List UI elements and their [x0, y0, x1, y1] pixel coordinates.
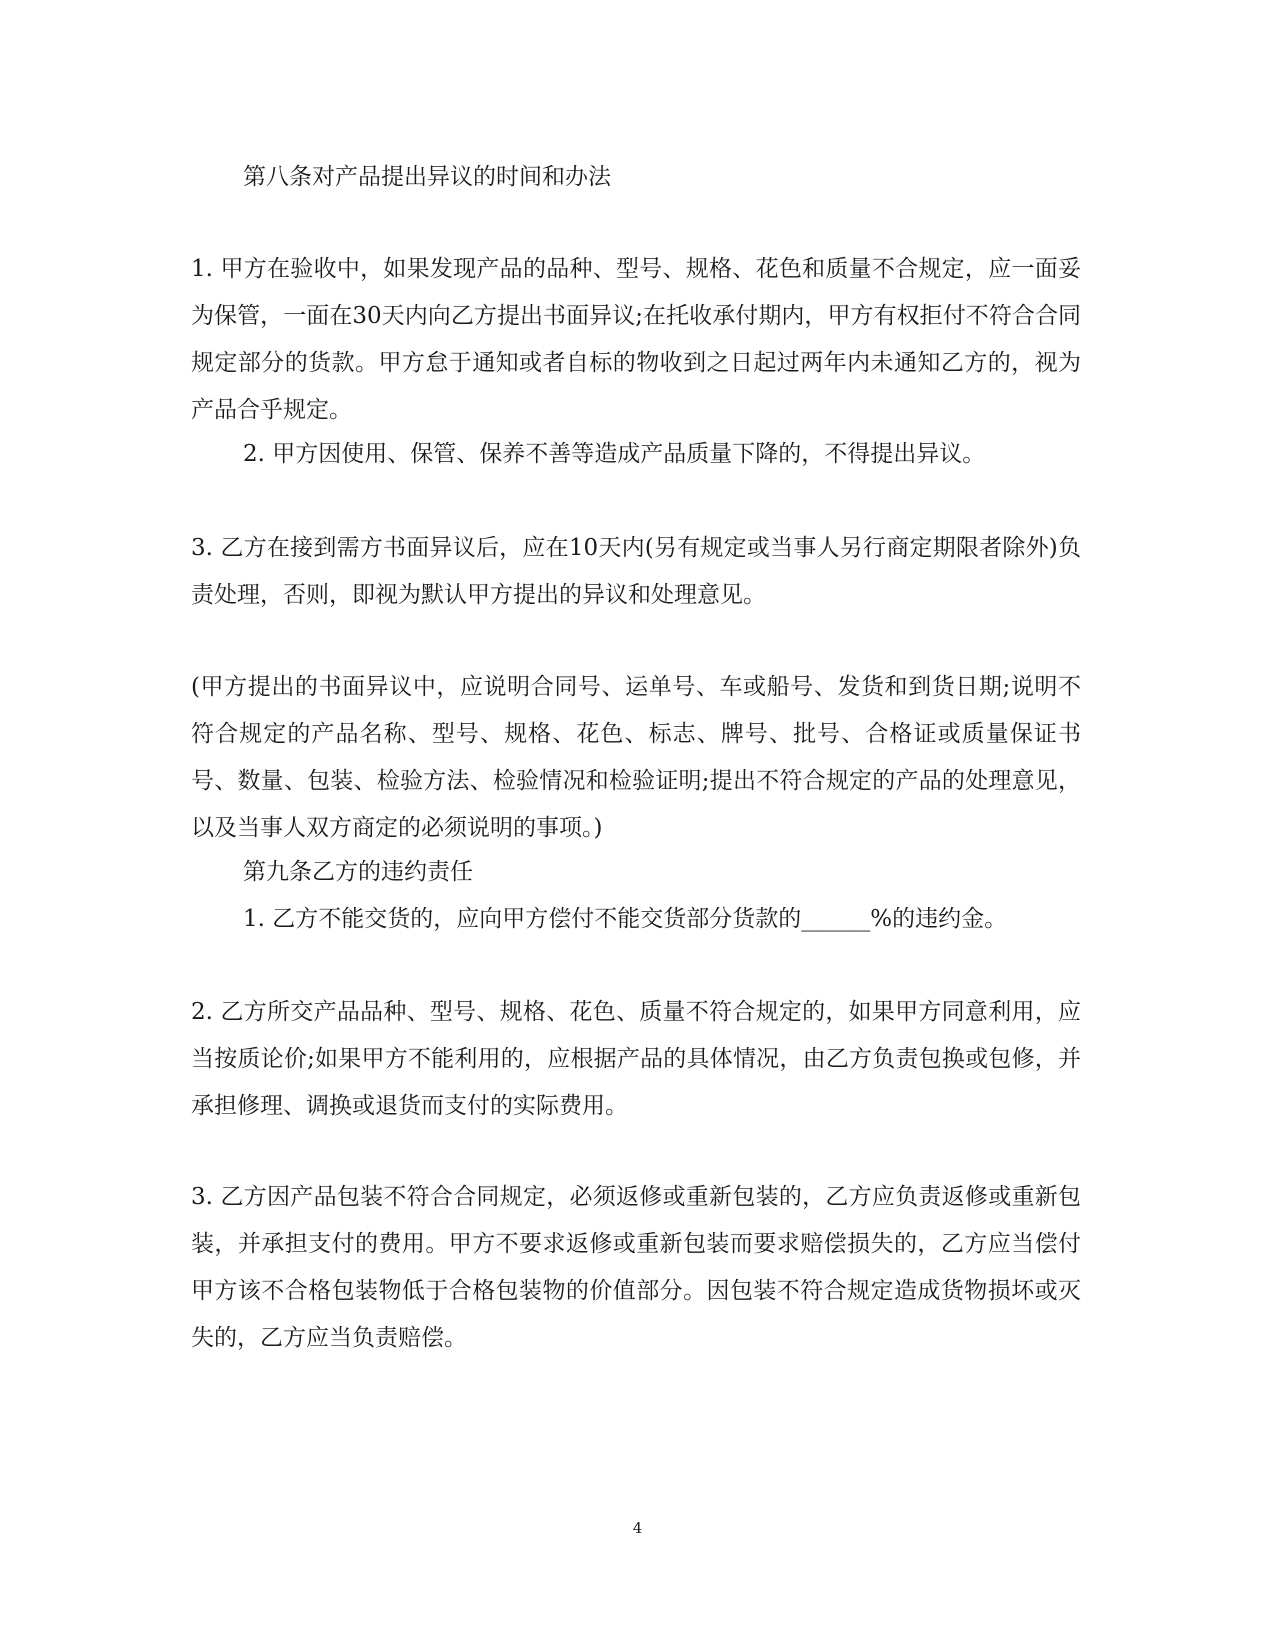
article-8-title: 第八条对产品提出异议的时间和办法 [243, 164, 611, 190]
article-8-note: (甲方提出的书面异议中，应说明合同号、运单号、车或船号、发货和到货日期;说明不符合规定的产品名称、型号、规格、花色、标志、牌号、批号、合格证或质量保证书号、数量、包装、检验方法、检验情况和检验证明;提出不符合规定的产品的处理意见，以及当事人双方商定的必须说明的事项。) [191, 674, 1081, 841]
article-8-item-1: 1. 甲方在验收中，如果发现产品的品种、型号、规格、花色和质量不合规定，应一面妥为保管，一面在30天内向乙方提出书面异议;在托收承付期内，甲方有权拒付不符合合同规定部分的货款。甲方怠于通知或者自标的物收到之日起过两年内未通知乙方的，视为产品合乎规定。 [191, 256, 1081, 423]
article-9-item-1: 1. 乙方不能交货的，应向甲方偿付不能交货部分货款的______%的违约金。 [243, 906, 1008, 932]
article-9-item-2: 2. 乙方所交产品品种、型号、规格、花色、质量不符合规定的，如果甲方同意利用，应当按质论价;如果甲方不能利用的，应根据产品的具体情况，由乙方负责包换或包修，并承担修理、调换或退货而支付的实际费用。 [191, 999, 1081, 1119]
page-number: 4 [632, 1519, 643, 1537]
article-8-item-3: 3. 乙方在接到需方书面异议后，应在10天内(另有规定或当事人另行商定期限者除外)负责处理，否则，即视为默认甲方提出的异议和处理意见。 [191, 535, 1081, 608]
article-9-item-3: 3. 乙方因产品包装不符合合同规定，必须返修或重新包装的，乙方应负责返修或重新包装，并承担支付的费用。甲方不要求返修或重新包装而要求赔偿损失的，乙方应当偿付甲方该不合格包装物低于合格包装物的价值部分。因包装不符合规定造成货物损坏或灭失的，乙方应当负责赔偿。 [191, 1184, 1081, 1351]
article-8-item-2: 2. 甲方因使用、保管、保养不善等造成产品质量下降的，不得提出异议。 [243, 441, 986, 467]
article-9-title: 第九条乙方的违约责任 [243, 859, 473, 885]
